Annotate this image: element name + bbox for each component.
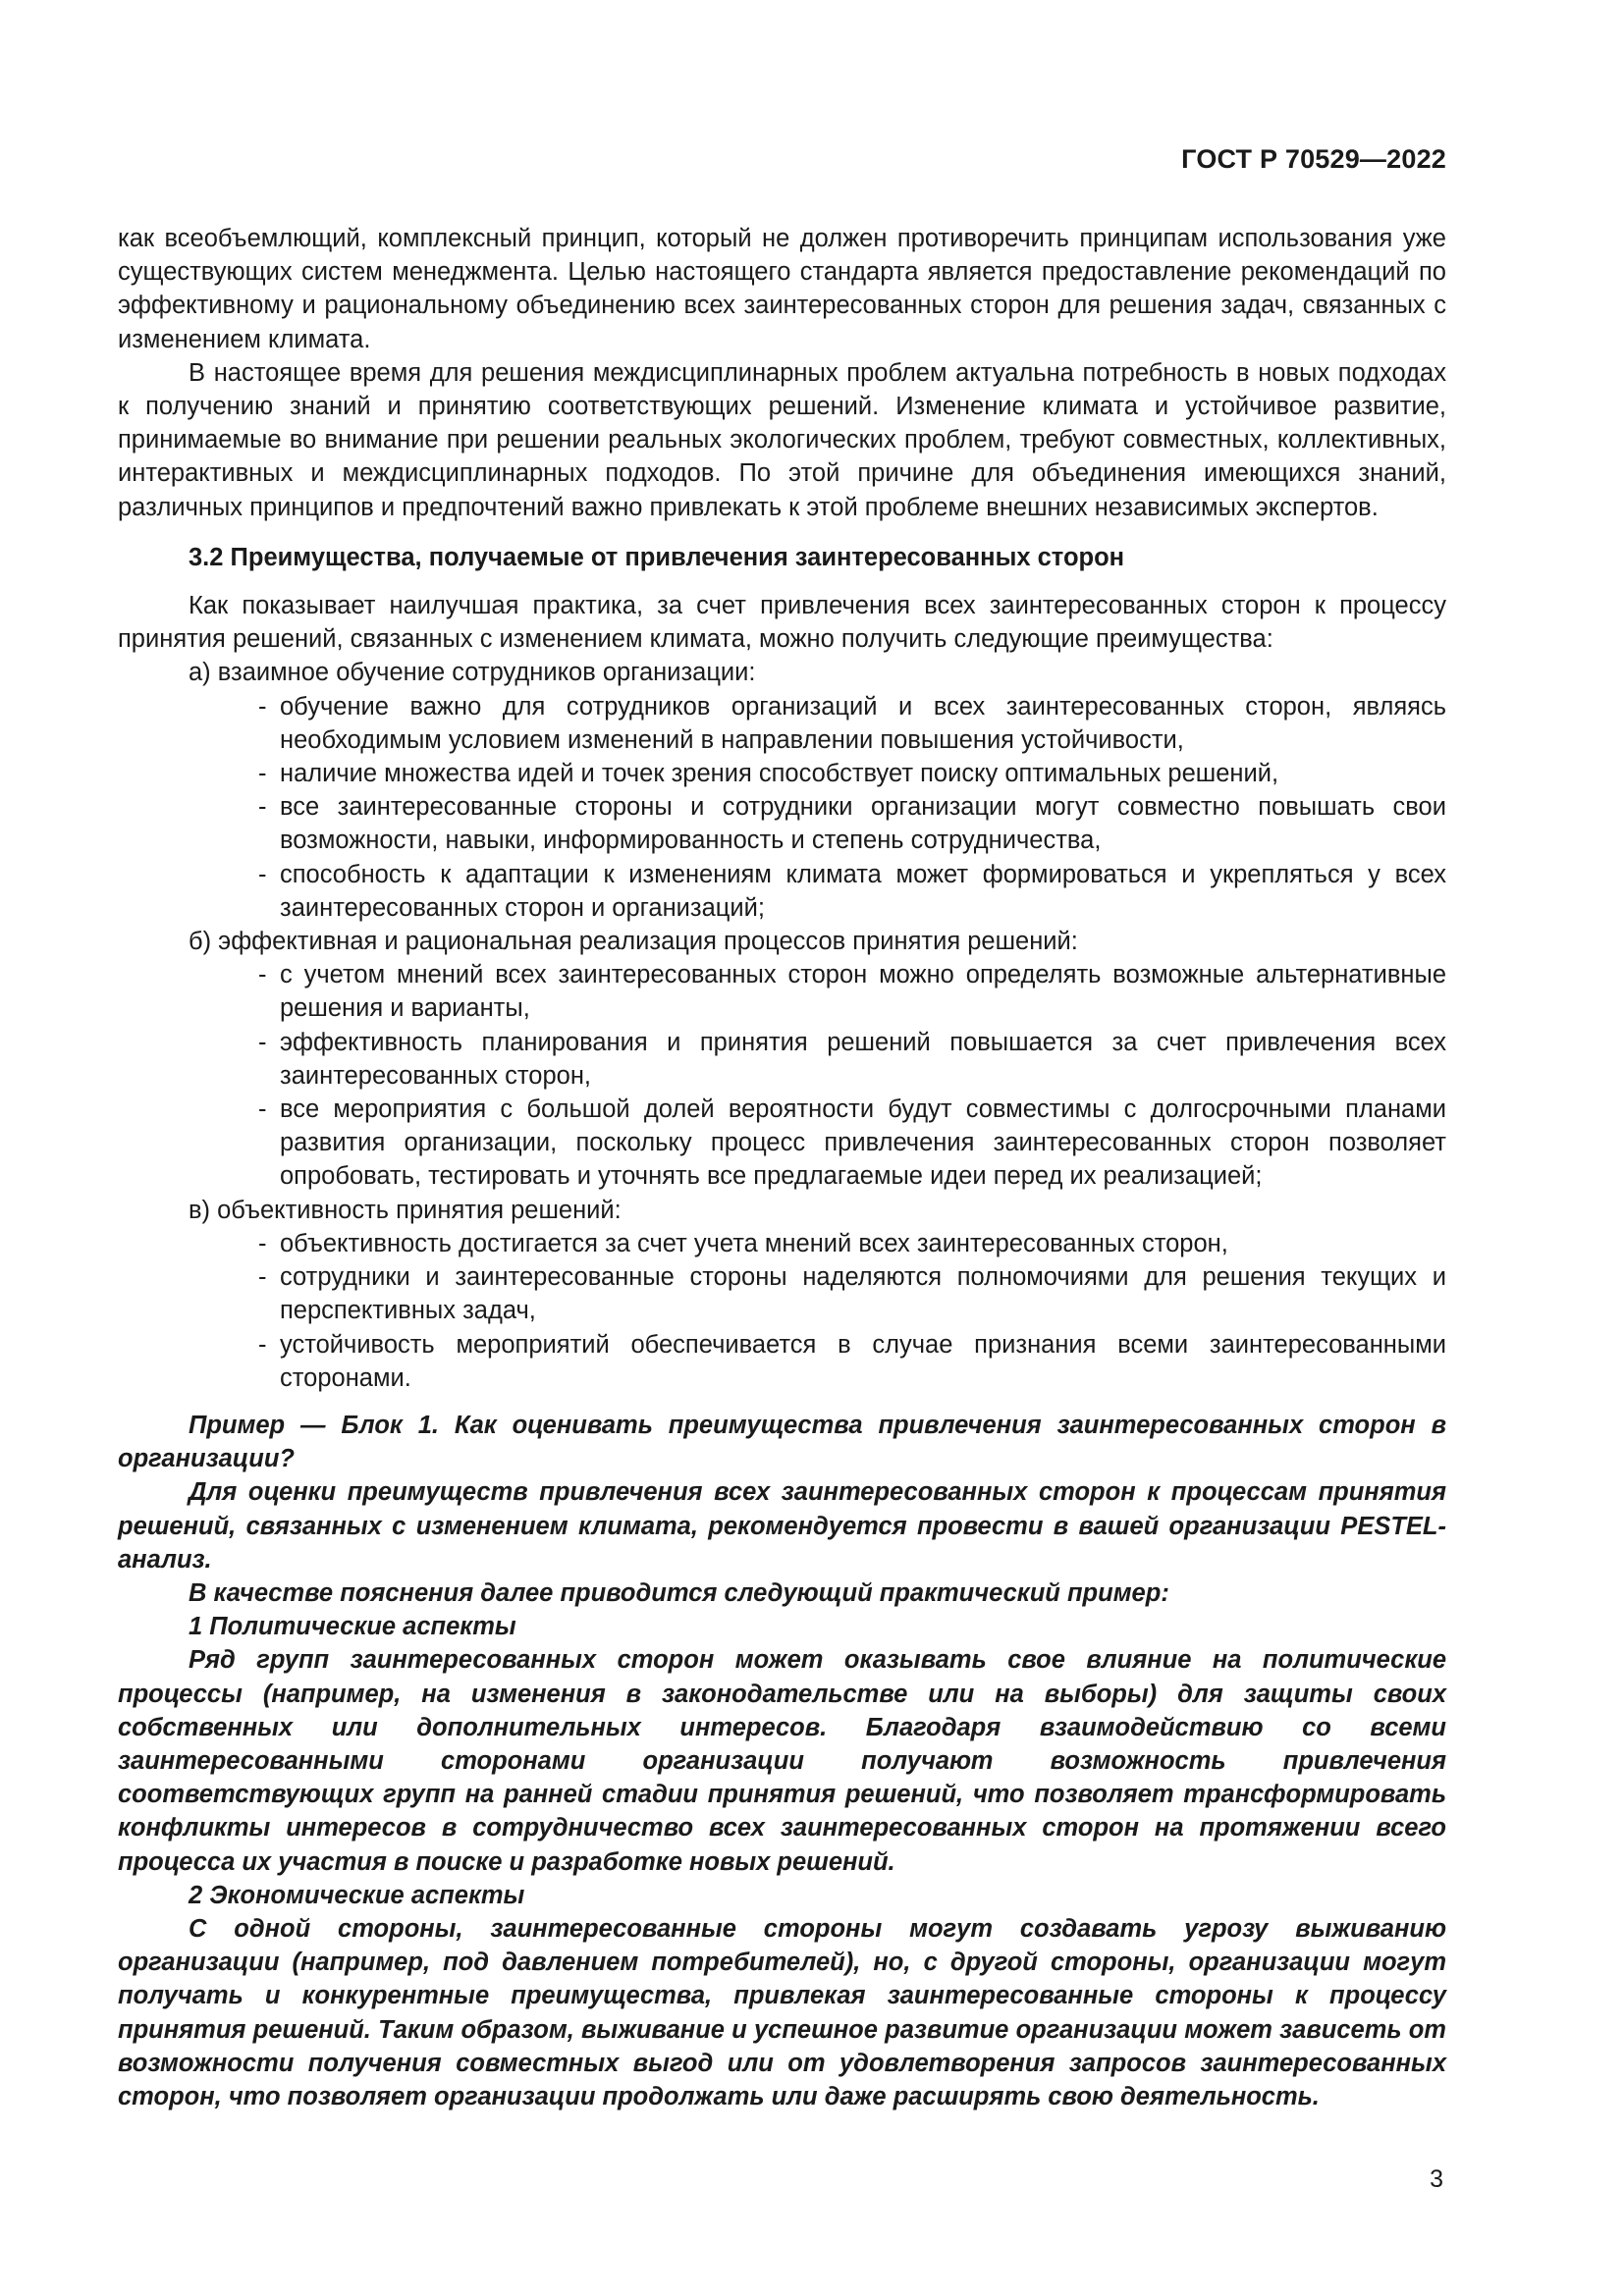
example-aspect-1-text: Ряд групп заинтересованных сторон может оказывать свое влияние на политические процессы (например, на изменения в законодательстве или на выборы) для защиты своих собственных или дополнительных интересов. Благодаря взаимодействию со всеми заинтересованными сторонами организации получают возможность привлечения соответствующих групп на ранней стадии принятия решений, что позволяет трансформировать конфликты интересов в сотрудничество всех заинтересованных сторон на протяжении всего процесса их участия в поиске и разработке новых решений. <box>118 1646 1446 1876</box>
intro-paragraph-2: В настоящее время для решения междисциплинарных проблем актуальна потребность в новых подходах к получению знаний и принятию соответствующих решений. Изменение климата и устойчивое развитие, принимаемые во внимание при решении реальных экологических проблем, требуют совместных, коллективных, интерактивных и междисциплинарных подходов. По этой причине для объединения имеющихся знаний, различных принципов и предпочтений важно привлекать к этой проблеме внешних независимых экспертов. <box>118 358 1446 521</box>
section-heading: 3.2 Преимущества, получаемые от привлечения заинтересованных сторон <box>189 543 1125 571</box>
document-code: ГОСТ Р 70529—2022 <box>1181 144 1446 174</box>
list-item: - объективность достигается за счет учета мнений всех заинтересованных сторон, <box>118 1227 1446 1260</box>
section-intro: Как показывает наилучшая практика, за счет привлечения всех заинтересованных сторон к процессу принятия решений, связанных с изменением климата, можно получить следующие преимущества: <box>118 592 1446 654</box>
list-item: - способность к адаптации к изменениям климата может формироваться и укрепляться у всех заинтересованных сторон и организаций; <box>118 858 1446 925</box>
list-item: - сотрудники и заинтересованные стороны наделяются полномочиями для решения текущих и перспективных задач, <box>118 1260 1446 1327</box>
example-aspect-2-text: С одной стороны, заинтересованные стороны могут создавать угрозу выживанию организации (например, под давлением потребителей), но, с другой стороны, организации могут получать и конкурентные преимущества, привлекая заинтересованные стороны к процессу принятия решений. Таким образом, выживание и успешное развитие организации может зависеть от возможности получения совместных выгод или от удовлетворения запросов заинтересованных сторон, что позволяет организации продолжать или даже расширять свою деятельность. <box>118 1914 1446 2110</box>
intro-paragraph-1: как всеобъемлющий, комплексный принцип, который не должен противоречить принципам использования уже существующих систем менеджмента. Целью настоящего стандарта является предоставление рекомендаций по эффективному и рациональному объединению всех заинтересованных сторон для решения задач, связанных с изменением климата. <box>118 225 1446 353</box>
example-aspect-1-title: 1 Политические аспекты <box>189 1613 516 1641</box>
list-item: - все заинтересованные стороны и сотрудники организации могут совместно повышать свои возможности, навыки, информированность и степень сотрудничества, <box>118 790 1446 857</box>
page-number: 3 <box>1430 2165 1443 2193</box>
page-content <box>118 222 1446 2113</box>
list-item: - с учетом мнений всех заинтересованных сторон можно определять возможные альтернативные решения и варианты, <box>118 958 1446 1025</box>
example-paragraph-2: В качестве пояснения далее приводится следующий практический пример: <box>189 1578 1169 1607</box>
list-item: - эффективность планирования и принятия решений повышается за счет привлечения всех заинтересованных сторон, <box>118 1026 1446 1093</box>
list-item: - устойчивость мероприятий обеспечивается в случае признания всеми заинтересованными сторонами. <box>118 1328 1446 1395</box>
list-group-label-b: б) эффективная и рациональная реализация процессов принятия решений: <box>189 928 1078 956</box>
example-paragraph-1: Для оценки преимуществ привлечения всех заинтересованных сторон к процессам принятия решений, связанных с изменением климата, рекомендуется провести в вашей организации PESTEL-анализ. <box>118 1478 1446 1574</box>
list-group-label-a: а) взаимное обучение сотрудников организации: <box>189 659 756 687</box>
list-item: - наличие множества идей и точек зрения способствует поиску оптимальных решений, <box>118 757 1446 790</box>
example-title: Пример — Блок 1. Как оценивать преимущества привлечения заинтересованных сторон в организации? <box>118 1411 1446 1473</box>
example-aspect-2-title: 2 Экономические аспекты <box>189 1881 525 1909</box>
list-group-label-c: в) объективность принятия решений: <box>189 1196 622 1224</box>
list-item: - все мероприятия с большой долей вероятности будут совместимы с долгосрочными планами развития организации, поскольку процесс привлечения заинтересованных сторон позволяет опробовать, тестировать и уточнять все предлагаемые идеи перед их реализацией; <box>118 1093 1446 1194</box>
list-item: - обучение важно для сотрудников организаций и всех заинтересованных сторон, являясь необходимым условием изменений в направлении повышения устойчивости, <box>118 690 1446 757</box>
